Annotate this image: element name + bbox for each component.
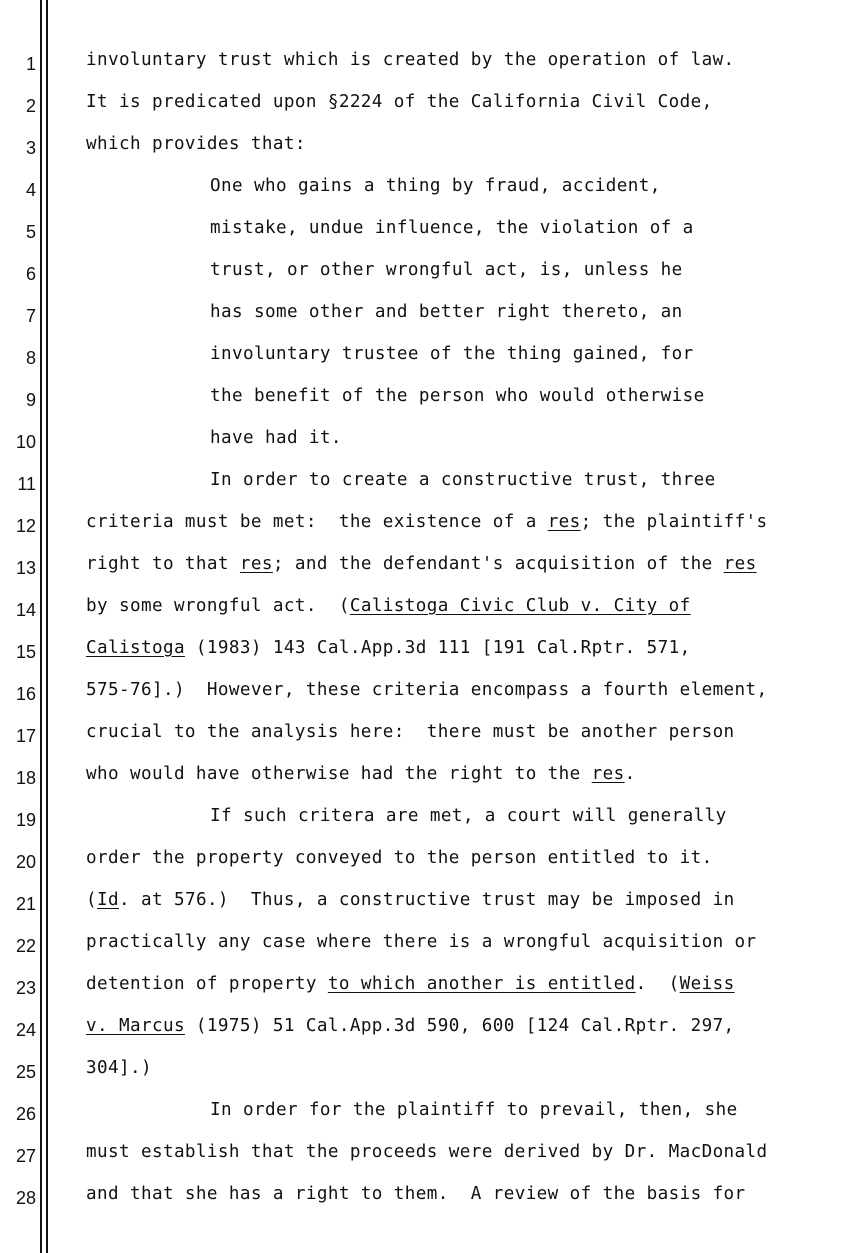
line-number: 18 [15,768,36,788]
text-line [86,1016,735,1036]
text-segment: and that she has a right to them. A review of the basis for [86,1184,746,1204]
text-segment: . ( [635,974,680,994]
text-segment: right to that [86,554,240,574]
text-line [86,890,735,910]
line-number: 23 [15,978,36,998]
text-segment: In order to create a constructive trust, three [210,470,716,490]
line-number: 6 [25,264,36,284]
text-line [86,638,691,658]
text-line [210,806,727,826]
line-number: 9 [25,390,36,410]
text-segment: must establish that the proceeds were derived by Dr. MacDonald [86,1142,768,1162]
text-segment: order the property conveyed to the person entitled to it. [86,848,713,868]
line-number: 17 [15,726,36,746]
text-line [86,722,735,742]
text-segment: involuntary trust which is created by the operation of law. [86,50,735,70]
text-segment: . at 576.) Thus, a constructive trust may be imposed in [119,890,735,910]
line-number: 3 [25,138,36,158]
text-segment: It is predicated upon §2224 of the California Civil Code, [86,92,713,112]
text-line [210,260,683,280]
line-number: 1 [25,54,36,74]
line-number: 11 [17,474,36,494]
text-line [86,92,713,112]
text-segment: 575-76].) However, these criteria encompass a fourth element, [86,680,768,700]
text-segment: detention of property [86,974,328,994]
text-line [86,1058,152,1078]
line-number: 14 [15,600,36,620]
text-segment: 304].) [86,1058,152,1078]
line-number: 20 [15,852,36,872]
line-number: 25 [15,1062,36,1082]
line-number: 8 [25,348,36,368]
underlined-text: v. Marcus [86,1016,185,1036]
line-number: 24 [15,1020,36,1040]
text-segment: (1983) 143 Cal.App.3d 111 [191 Cal.Rptr. 571, [184,638,691,658]
line-number: 27 [15,1146,36,1166]
text-line [210,344,694,364]
underlined-text: res [547,512,581,532]
text-line [210,470,716,490]
text-line [86,134,306,154]
text-segment: which provides that: [86,134,306,154]
text-line [210,218,694,238]
underlined-text: Calistoga Civic Club v. City of [349,596,691,616]
text-line [210,428,342,448]
line-number: 10 [15,432,36,452]
line-number: 13 [15,558,36,578]
text-segment: has some other and better right thereto, an [210,302,683,322]
underlined-text: res [239,554,273,574]
text-segment: involuntary trustee of the thing gained, for [210,344,694,364]
text-line [86,974,735,994]
line-number: 26 [15,1104,36,1124]
text-segment: ( [86,890,97,910]
line-number: 5 [25,222,36,242]
text-line [86,764,636,784]
text-segment: practically any case where there is a wrongful acquisition or [86,932,757,952]
text-line [210,386,705,406]
underlined-text: Id [97,890,119,910]
text-segment: . [624,764,636,784]
text-segment: In order for the plaintiff to prevail, then, she [210,1100,738,1120]
underlined-text: res [591,764,625,784]
line-number: 22 [15,936,36,956]
line-number: 12 [15,516,36,536]
text-line [86,848,713,868]
text-segment: the benefit of the person who would otherwise [210,386,705,406]
text-segment: who would have otherwise had the right to the [86,764,592,784]
text-line [210,302,683,322]
line-number: 21 [15,894,36,914]
text-segment: criteria must be met: the existence of a [86,512,548,532]
text-line [86,596,691,616]
text-segment: have had it. [210,428,342,448]
underlined-text: res [723,554,757,574]
text-line [86,50,735,70]
text-line [86,932,757,952]
text-segment: by some wrongful act. ( [86,596,350,616]
text-segment: mistake, undue influence, the violation of a [210,218,694,238]
line-number: 19 [15,810,36,830]
text-line [210,1100,738,1120]
text-segment: trust, or other wrongful act, is, unless he [210,260,683,280]
text-line [86,1142,768,1162]
margin-rule-left [40,0,42,1253]
underlined-text: Calistoga [86,638,185,658]
line-number: 16 [15,684,36,704]
line-number: 2 [25,96,36,116]
text-segment: ; and the defendant's acquisition of the [272,554,724,574]
text-line [210,176,661,196]
line-number: 4 [25,180,36,200]
text-line [86,554,757,574]
text-segment: If such critera are met, a court will generally [210,806,727,826]
text-line [86,680,768,700]
text-line [86,512,768,532]
text-segment: One who gains a thing by fraud, accident, [210,176,661,196]
underlined-text: to which another is entitled [327,974,636,994]
line-number: 7 [25,306,36,326]
line-number: 15 [15,642,36,662]
underlined-text: Weiss [679,974,735,994]
line-number: 28 [15,1188,36,1208]
margin-rule-right [46,0,48,1253]
text-segment: crucial to the analysis here: there must be another person [86,722,735,742]
text-segment: (1975) 51 Cal.App.3d 590, 600 [124 Cal.Rptr. 297, [184,1016,735,1036]
text-line [86,1184,746,1204]
text-segment: ; the plaintiff's [580,512,768,532]
